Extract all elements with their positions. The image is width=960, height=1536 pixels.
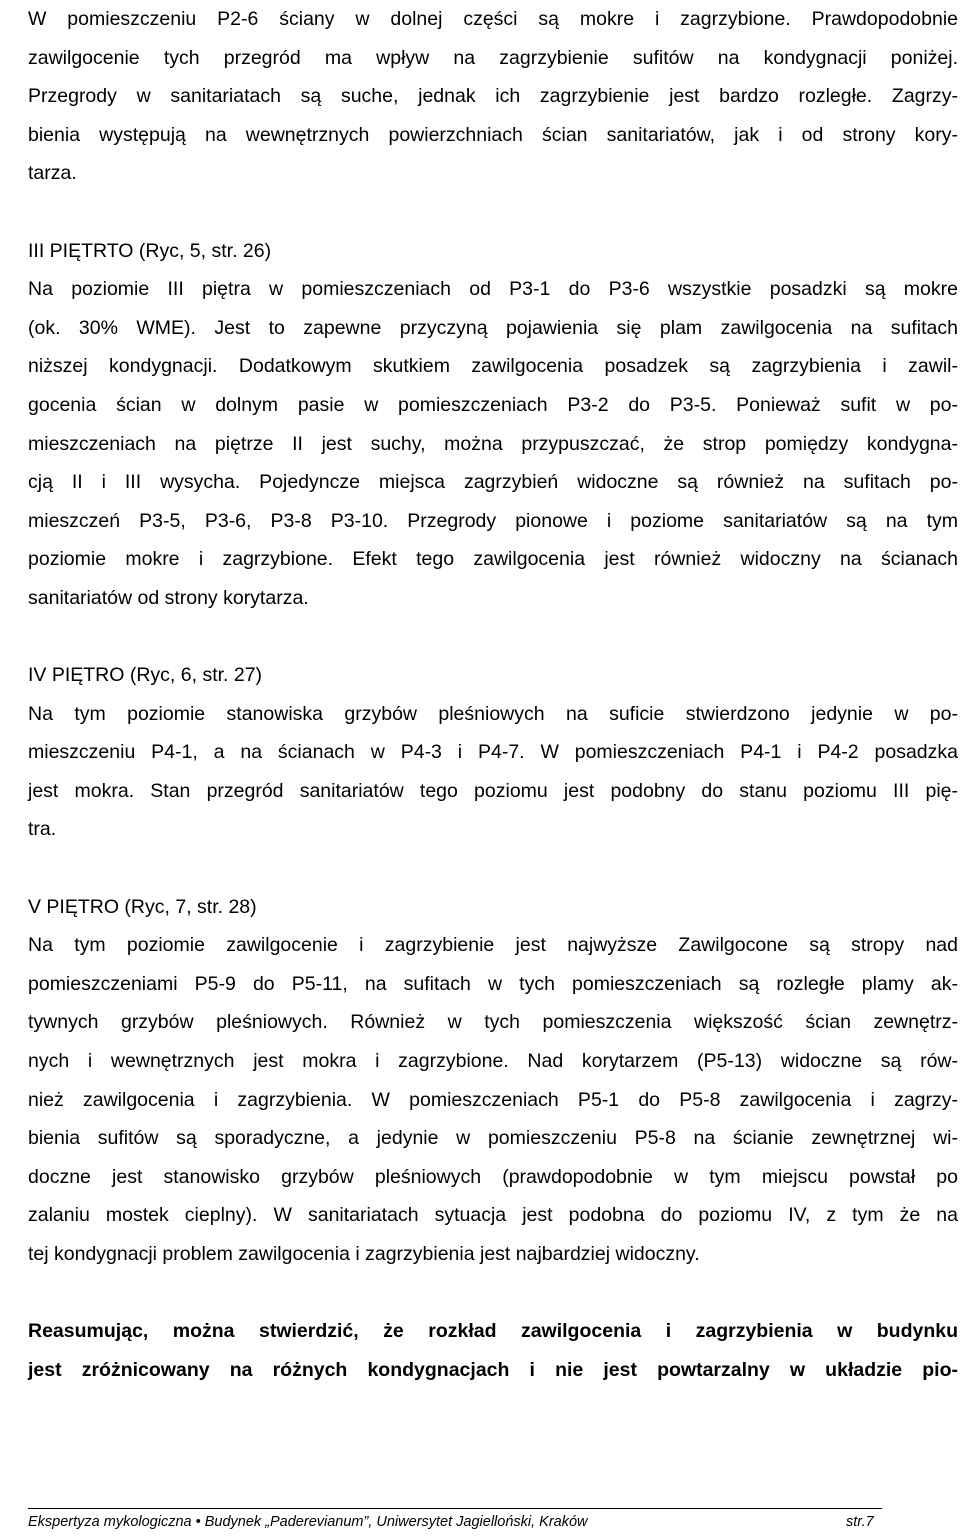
text-line: tra. bbox=[28, 818, 57, 841]
text-line: tywnych grzybów pleśniowych. Również w tych pomieszczenia większość ścian zewnętrz- bbox=[28, 1011, 958, 1034]
text-line: Na tym poziomie stanowiska grzybów pleśniowych na suficie stwierdzono jedynie w po- bbox=[28, 702, 958, 725]
text-line: sanitariatów od strony korytarza. bbox=[28, 586, 309, 609]
text-line: nych i wewnętrznych jest mokra i zagrzybione. Nad korytarzem (P5-13) widoczne są rów- bbox=[28, 1050, 958, 1073]
paragraph-floor-iv bbox=[28, 695, 958, 849]
text-line: W pomieszczeniu P2-6 ściany w dolnej części są mokre i zagrzybione. Prawdopodobnie bbox=[28, 8, 958, 30]
text-line: doczne jest stanowisko grzybów pleśniowych (prawdopodobnie w tym miejscu powstał po bbox=[28, 1165, 958, 1188]
summary-paragraph bbox=[28, 1312, 958, 1389]
paragraph-floor-iii bbox=[28, 270, 958, 617]
paragraph-floor-v bbox=[28, 926, 958, 1273]
paragraph-floor-ii bbox=[28, 0, 958, 193]
text-line: Na poziomie III piętra w pomieszczeniach od P3-1 do P3-6 wszystkie posadzki są mokre bbox=[28, 278, 958, 301]
page-number: str.7 bbox=[846, 1514, 874, 1530]
text-line: tej kondygnacji problem zawilgocenia i zagrzybienia jest najbardziej widoczny. bbox=[28, 1243, 700, 1265]
footer-divider bbox=[28, 1508, 882, 1509]
text-line: jest zróżnicowany na różnych kondygnacjach i nie jest powtarzalny w układzie pio- bbox=[28, 1358, 958, 1381]
text-line: nież zawilgocenia i zagrzybienia. W pomieszczeniach P5-1 do P5-8 zawilgocenia i zagrzy- bbox=[28, 1088, 958, 1111]
document-page bbox=[28, 0, 958, 1389]
text-line: bienia sufitów są sporadyczne, a jedynie w pomieszczeniu P5-8 na ścianie zewnętrznej wi- bbox=[28, 1127, 958, 1150]
text-line: tarza. bbox=[28, 162, 77, 185]
text-line: gocenia ścian w dolnym pasie w pomieszczeniach P3-2 do P3-5. Ponieważ sufit w po- bbox=[28, 393, 958, 416]
text-line: zalaniu mostek cieplny). W sanitariatach sytuacja jest podobna do poziomu IV, z tym że na bbox=[28, 1204, 958, 1227]
footer-text: Ekspertyza mykologiczna • Budynek „Paderevianum”, Uniwersytet Jagielloński, Kraków bbox=[28, 1514, 588, 1530]
section-heading-floor-iii: III PIĘTRTO (Ryc, 5, str. 26) bbox=[28, 239, 272, 262]
text-line: niższej kondygnacji. Dodatkowym skutkiem zawilgocenia posadzek są zagrzybienia i zawil- bbox=[28, 355, 958, 378]
text-line: cją II i III wysycha. Pojedyncze miejsca zagrzybień widoczne są również na sufitach po- bbox=[28, 471, 958, 494]
text-line: zawilgocenie tych przegród ma wpływ na zagrzybienie sufitów na kondygnacji poniżej. bbox=[28, 46, 958, 69]
section-heading-floor-v: V PIĘTRO (Ryc, 7, str. 28) bbox=[28, 895, 257, 918]
text-line: Przegrody w sanitariatach są suche, jednak ich zagrzybienie jest bardzo rozległe. Zagrzy- bbox=[28, 85, 958, 108]
text-line: poziomie mokre i zagrzybione. Efekt tego zawilgocenia jest również widoczny na ścianach bbox=[28, 548, 958, 571]
spacer bbox=[28, 849, 958, 888]
text-line: bienia występują na wewnętrznych powierzchniach ścian sanitariatów, jak i od strony kory- bbox=[28, 123, 958, 146]
text-line: pomieszczeniami P5-9 do P5-11, na sufitach w tych pomieszczeniach są rozległe plamy ak- bbox=[28, 972, 958, 995]
spacer bbox=[28, 618, 958, 657]
text-line: mieszczeń P3-5, P3-6, P3-8 P3-10. Przegrody pionowe i poziome sanitariatów są na tym bbox=[28, 509, 958, 532]
spacer bbox=[28, 1274, 958, 1313]
text-line: mieszczeniu P4-1, a na ścianach w P4-3 i P4-7. W pomieszczeniach P4-1 i P4-2 posadzka bbox=[28, 741, 958, 764]
text-line: Na tym poziomie zawilgocenie i zagrzybienie jest najwyższe Zawilgocone są stropy nad bbox=[28, 934, 958, 957]
text-line: jest mokra. Stan przegród sanitariatów tego poziomu jest podobny do stanu poziomu III pię- bbox=[28, 779, 958, 802]
text-line: (ok. 30% WME). Jest to zapewne przyczyną pojawienia się plam zawilgocenia na sufitach bbox=[28, 316, 958, 339]
text-line: mieszczeniach na piętrze II jest suchy, można przypuszczać, że strop pomiędzy kondygna- bbox=[28, 432, 958, 455]
section-heading-floor-iv: IV PIĘTRO (Ryc, 6, str. 27) bbox=[28, 664, 263, 687]
spacer bbox=[28, 193, 958, 232]
text-line: Reasumując, można stwierdzić, że rozkład zawilgocenia i zagrzybienia w budynku bbox=[28, 1320, 958, 1343]
